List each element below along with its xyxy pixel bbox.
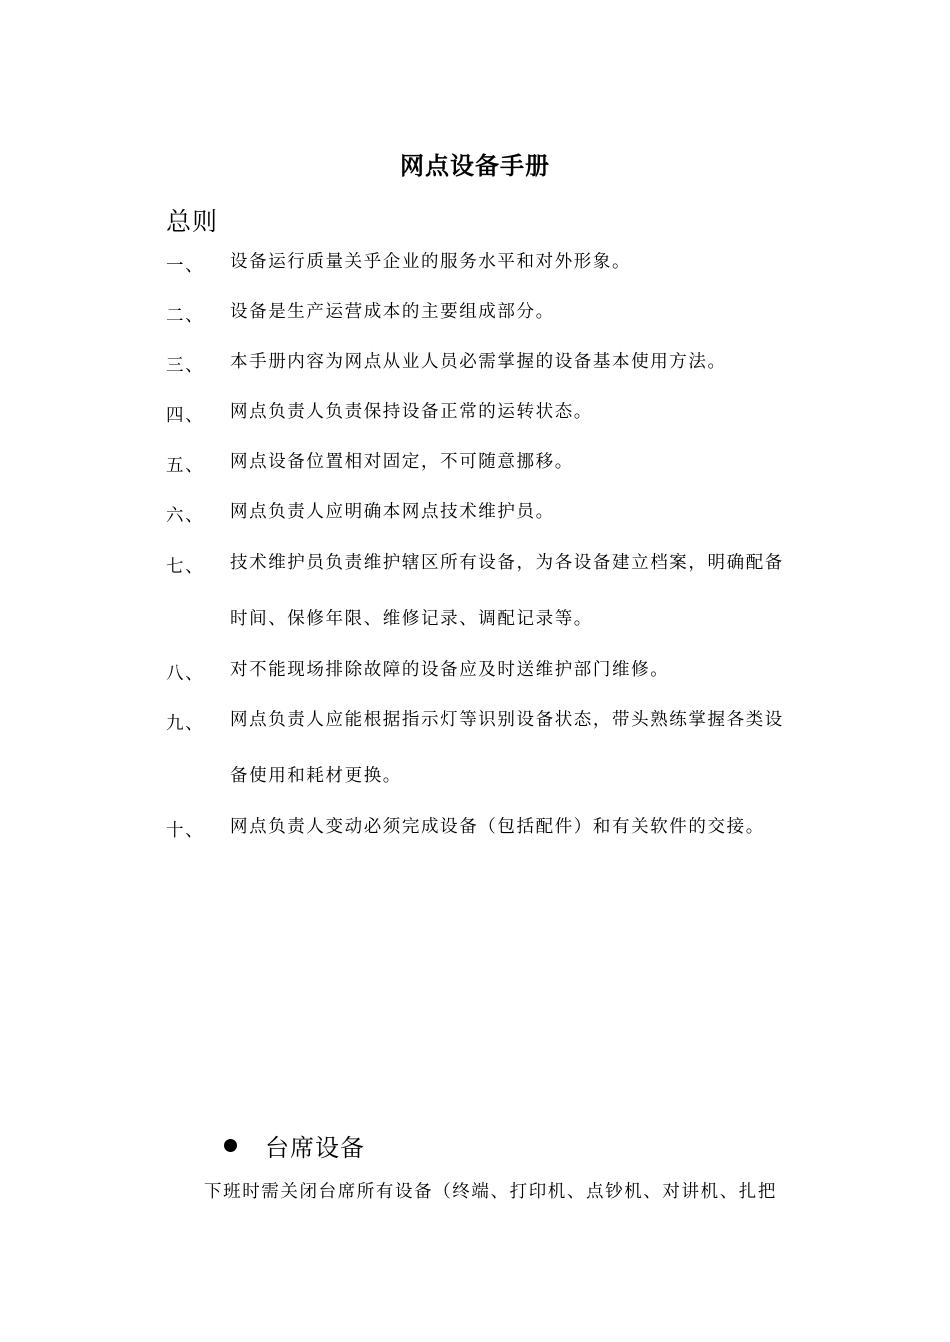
list-item-number: 一、 (166, 256, 205, 276)
section-heading-general: 总则 (166, 207, 219, 236)
list-item-number: 三、 (166, 356, 205, 376)
bullet-icon (224, 1139, 237, 1152)
list-item-text: 网点负责人应能根据指示灯等识别设备状态，带头熟练掌握各类设备使用和耗材更换。 (230, 710, 784, 786)
list-item-text: 设备是生产运营成本的主要组成部分。 (230, 302, 555, 322)
subsection-heading (222, 1128, 365, 1163)
list-item-text: 技术维护员负责维护辖区所有设备，为各设备建立档案，明确配备时间、保修年限、维修记录、调配记录等。 (230, 553, 784, 629)
list-item-text: 对不能现场排除故障的设备应及时送维护部门维修。 (230, 660, 670, 680)
list-item-number: 六、 (166, 506, 205, 526)
list-item-number: 九、 (166, 714, 205, 734)
body-paragraph: 下班时需关闭台席所有设备（终端、打印机、点钞机、对讲机、扎把 (204, 1182, 777, 1202)
document-title: 网点设备手册 (400, 151, 550, 180)
list-item-number: 七、 (166, 557, 205, 577)
list-item-number: 二、 (166, 306, 205, 326)
list-item-number: 八、 (166, 664, 205, 684)
list-item-text: 网点负责人应明确本网点技术维护员。 (230, 502, 555, 522)
subsection-heading-text: 台席设备 (265, 1134, 365, 1162)
list-item-number: 四、 (166, 406, 205, 426)
list-item-text: 网点设备位置相对固定，不可随意挪移。 (230, 452, 574, 472)
list-item-text: 网点负责人负责保持设备正常的运转状态。 (230, 402, 593, 422)
list-item-text: 网点负责人变动必须完成设备（包括配件）和有关软件的交接。 (230, 817, 765, 837)
list-item-number: 十、 (166, 821, 205, 841)
list-item-text: 设备运行质量关乎企业的服务水平和对外形象。 (230, 252, 632, 272)
list-item-text: 本手册内容为网点从业人员必需掌握的设备基本使用方法。 (230, 352, 727, 372)
list-item-number: 五、 (166, 456, 205, 476)
